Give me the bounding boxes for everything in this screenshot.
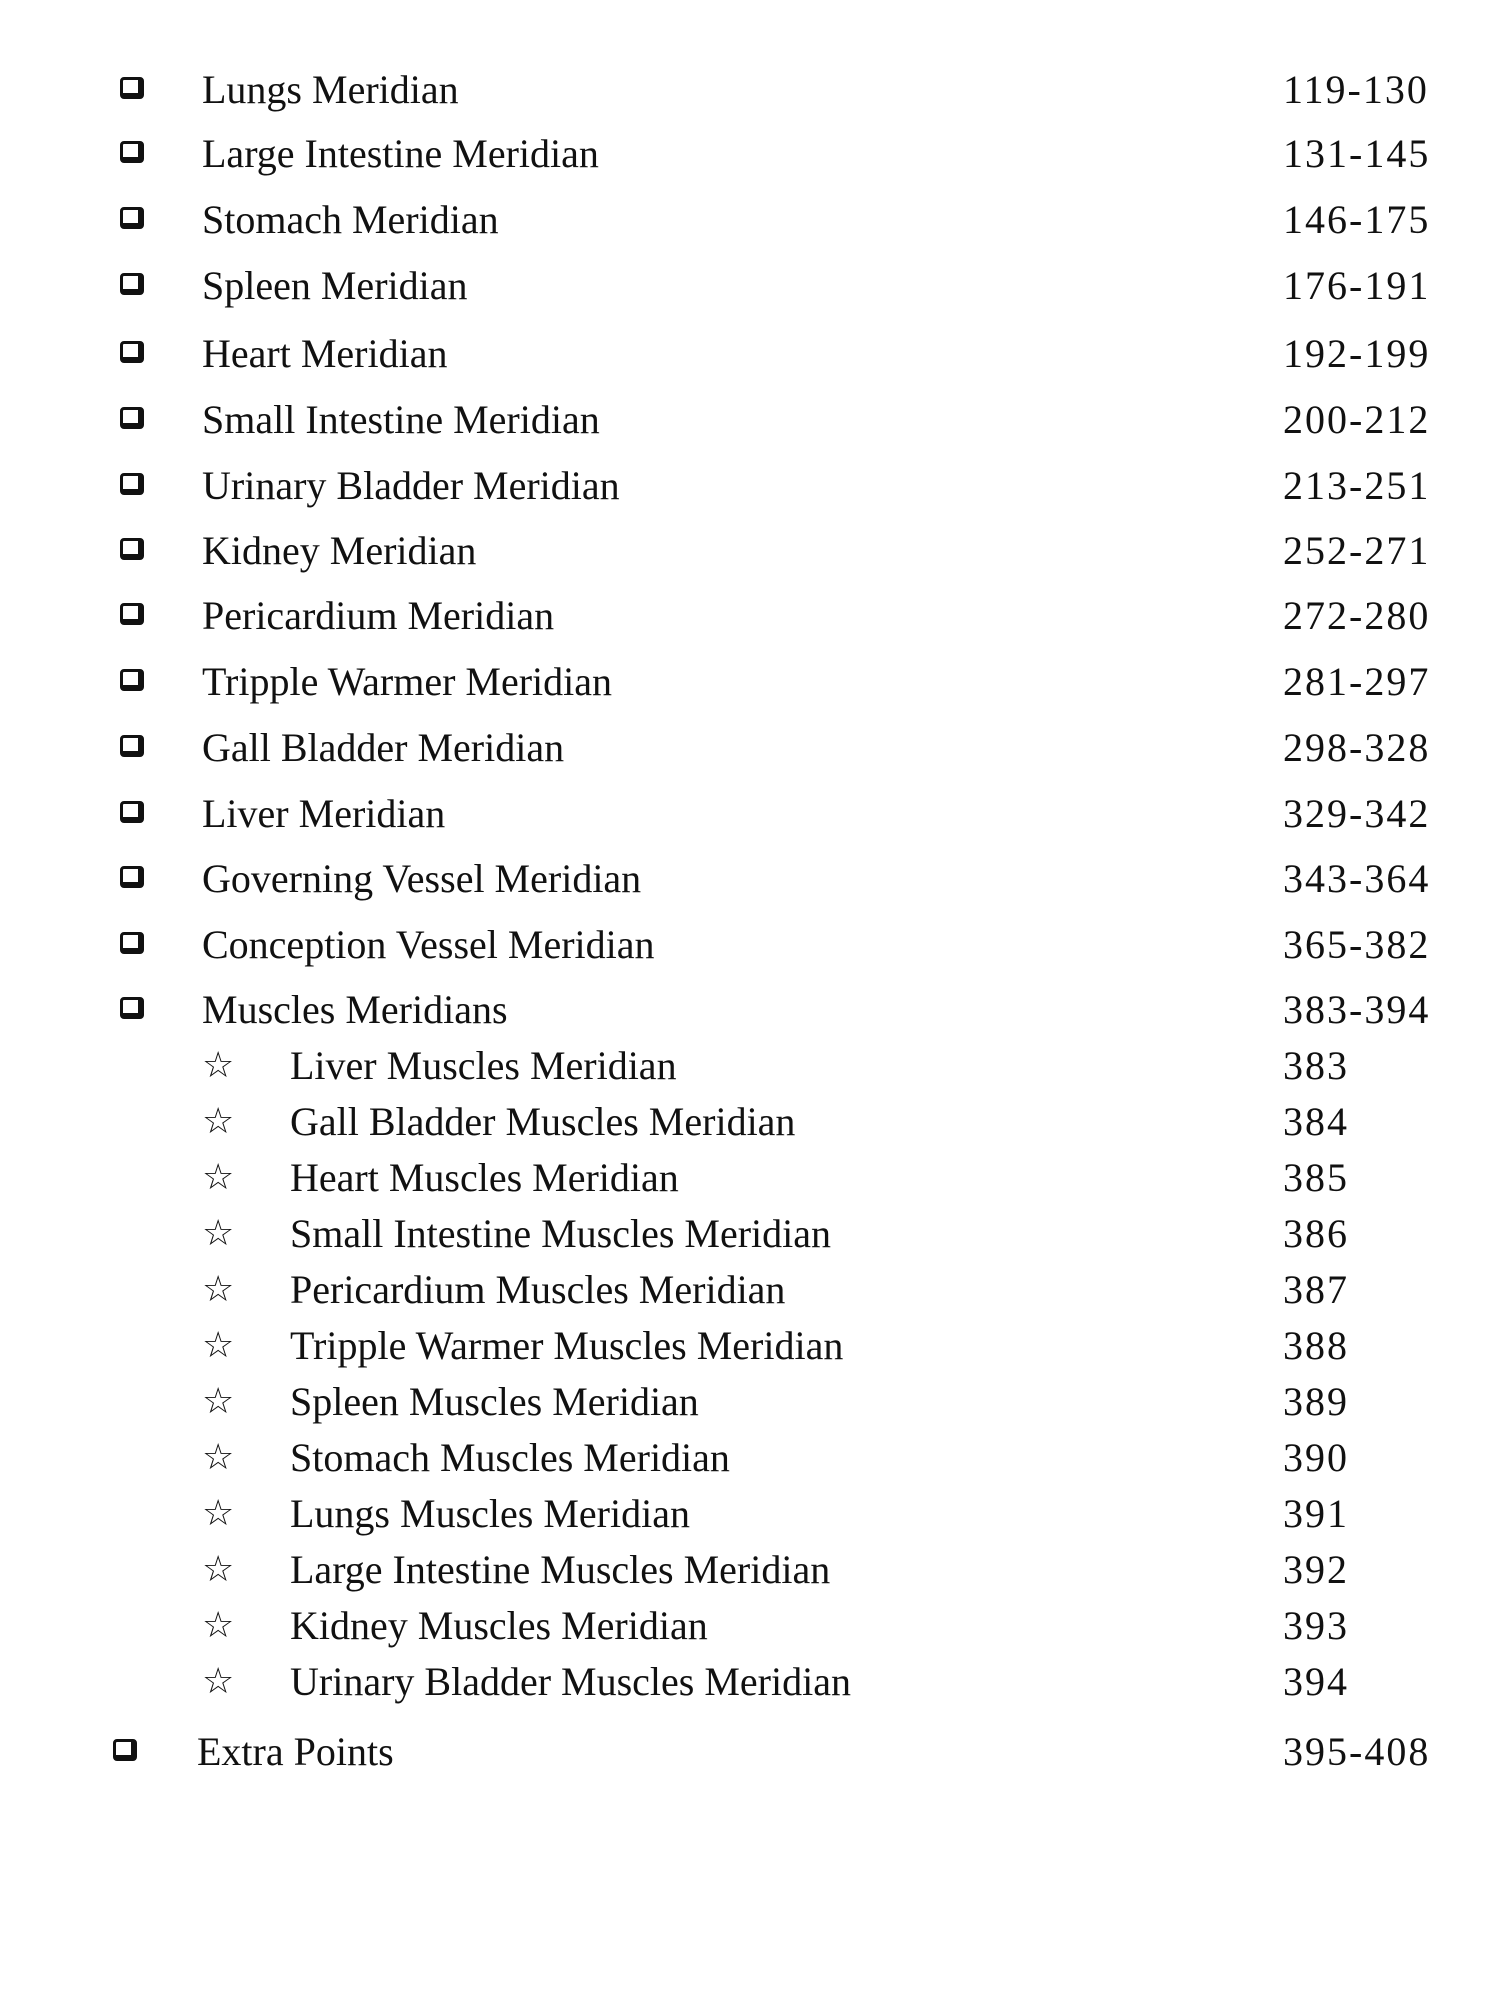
toc-entry-pages: 146-175 <box>1283 197 1431 242</box>
toc-subentry-label: Large Intestine Muscles Meridian <box>290 1547 831 1592</box>
toc-entry-label: Lungs Meridian <box>202 67 459 112</box>
toc-subentry-label: Small Intestine Muscles Meridian <box>290 1211 832 1256</box>
toc-entry <box>0 192 1500 248</box>
toc-entry <box>0 523 1500 579</box>
toc-subentry-label: Pericardium Muscles Meridian <box>290 1267 786 1312</box>
toc-entry <box>0 62 1500 118</box>
star-icon: ☆ <box>202 1269 235 1310</box>
checkbox-icon <box>120 341 144 363</box>
toc-entry-pages: 395-408 <box>1283 1729 1431 1774</box>
toc-subentry <box>0 1654 1500 1710</box>
star-icon: ☆ <box>202 1157 235 1198</box>
toc-subentry-label: Stomach Muscles Meridian <box>290 1435 730 1480</box>
toc-entry <box>0 1724 1500 1780</box>
toc-subentry-label: Heart Muscles Meridian <box>290 1155 679 1200</box>
toc-entry-pages: 298-328 <box>1283 725 1431 770</box>
toc-entry-label: Urinary Bladder Meridian <box>202 463 620 508</box>
checkbox-icon <box>120 77 144 99</box>
toc-subentry-pages: 391 <box>1283 1491 1349 1536</box>
toc-subentry-label: Urinary Bladder Muscles Meridian <box>290 1659 851 1704</box>
toc-entry-pages: 192-199 <box>1283 331 1431 376</box>
toc-entry-pages: 383-394 <box>1283 987 1431 1032</box>
toc-subentry-pages: 390 <box>1283 1435 1349 1480</box>
star-icon: ☆ <box>202 1213 235 1254</box>
toc-entry-pages: 119-130 <box>1283 67 1429 112</box>
toc-subentry <box>0 1598 1500 1654</box>
star-icon: ☆ <box>202 1605 235 1646</box>
toc-entry-pages: 329-342 <box>1283 791 1431 836</box>
toc-entry-pages: 131-145 <box>1283 131 1431 176</box>
toc-entry-pages: 176-191 <box>1283 263 1431 308</box>
toc-entry <box>0 851 1500 907</box>
toc-entry-pages: 252-271 <box>1283 528 1431 573</box>
toc-entry-label: Kidney Meridian <box>202 528 477 573</box>
toc-subentry <box>0 1486 1500 1542</box>
toc-entry-label: Liver Meridian <box>202 791 446 836</box>
checkbox-icon <box>120 407 144 429</box>
toc-subentry <box>0 1262 1500 1318</box>
checkbox-icon <box>120 141 144 163</box>
toc-entry-pages: 281-297 <box>1283 659 1431 704</box>
toc-entry-pages: 343-364 <box>1283 856 1431 901</box>
toc-subentry-pages: 388 <box>1283 1323 1349 1368</box>
toc-subentry-pages: 393 <box>1283 1603 1349 1648</box>
toc-entry-label: Extra Points <box>197 1729 394 1774</box>
toc-subentry-pages: 384 <box>1283 1099 1349 1144</box>
star-icon: ☆ <box>202 1493 235 1534</box>
toc-subentry-label: Lungs Muscles Meridian <box>290 1491 690 1536</box>
toc-entry-pages: 272-280 <box>1283 593 1431 638</box>
toc-entry-label: Conception Vessel Meridian <box>202 922 655 967</box>
toc-entry-label: Small Intestine Meridian <box>202 397 600 442</box>
toc-entry-label: Heart Meridian <box>202 331 448 376</box>
toc-entry <box>0 654 1500 710</box>
toc-subentry <box>0 1318 1500 1374</box>
checkbox-icon <box>120 997 144 1019</box>
checkbox-icon <box>120 932 144 954</box>
star-icon: ☆ <box>202 1101 235 1142</box>
toc-subentry-pages: 383 <box>1283 1043 1349 1088</box>
toc-subentry <box>0 1206 1500 1262</box>
checkbox-icon <box>113 1739 137 1761</box>
toc-entry-label: Gall Bladder Meridian <box>202 725 565 770</box>
toc-entry <box>0 720 1500 776</box>
checkbox-icon <box>120 538 144 560</box>
toc-subentry <box>0 1094 1500 1150</box>
toc-entry <box>0 326 1500 382</box>
star-icon: ☆ <box>202 1381 235 1422</box>
toc-subentry-label: Gall Bladder Muscles Meridian <box>290 1099 796 1144</box>
toc-subentry-label: Liver Muscles Meridian <box>290 1043 677 1088</box>
toc-entry-label: Spleen Meridian <box>202 263 468 308</box>
toc-entry-label: Pericardium Meridian <box>202 593 555 638</box>
star-icon: ☆ <box>202 1661 235 1702</box>
toc-entry-pages: 200-212 <box>1283 397 1431 442</box>
toc-subentry-pages: 387 <box>1283 1267 1349 1312</box>
toc-subentry-pages: 386 <box>1283 1211 1349 1256</box>
checkbox-icon <box>120 207 144 229</box>
toc-entry <box>0 588 1500 644</box>
toc-subentry-label: Kidney Muscles Meridian <box>290 1603 708 1648</box>
toc-subentry-pages: 385 <box>1283 1155 1349 1200</box>
toc-entry-label: Tripple Warmer Meridian <box>202 659 613 704</box>
toc-entry-pages: 213-251 <box>1283 463 1431 508</box>
checkbox-icon <box>120 273 144 295</box>
toc-entry <box>0 258 1500 314</box>
star-icon: ☆ <box>202 1045 235 1086</box>
toc-subentry-label: Tripple Warmer Muscles Meridian <box>290 1323 844 1368</box>
checkbox-icon <box>120 669 144 691</box>
toc-entry <box>0 392 1500 448</box>
toc-subentry <box>0 1374 1500 1430</box>
toc-subentry <box>0 1430 1500 1486</box>
toc-entry <box>0 458 1500 514</box>
toc-entry-label: Large Intestine Meridian <box>202 131 599 176</box>
checkbox-icon <box>120 801 144 823</box>
toc-subentry <box>0 1038 1500 1094</box>
checkbox-icon <box>120 735 144 757</box>
toc-entry-label: Stomach Meridian <box>202 197 499 242</box>
checkbox-icon <box>120 603 144 625</box>
toc-entry <box>0 786 1500 842</box>
star-icon: ☆ <box>202 1437 235 1478</box>
checkbox-icon <box>120 473 144 495</box>
star-icon: ☆ <box>202 1325 235 1366</box>
toc-entry-label: Governing Vessel Meridian <box>202 856 642 901</box>
toc-subentry-label: Spleen Muscles Meridian <box>290 1379 699 1424</box>
toc-entry <box>0 126 1500 182</box>
toc-subentry <box>0 1150 1500 1206</box>
checkbox-icon <box>120 866 144 888</box>
toc-entry <box>0 982 1500 1038</box>
toc-subentry-pages: 392 <box>1283 1547 1349 1592</box>
toc-subentry <box>0 1542 1500 1598</box>
toc-entry-pages: 365-382 <box>1283 922 1431 967</box>
toc-entry-label: Muscles Meridians <box>202 987 508 1032</box>
toc-subentry-pages: 389 <box>1283 1379 1349 1424</box>
star-icon: ☆ <box>202 1549 235 1590</box>
toc-subentry-pages: 394 <box>1283 1659 1349 1704</box>
toc-entry <box>0 917 1500 973</box>
